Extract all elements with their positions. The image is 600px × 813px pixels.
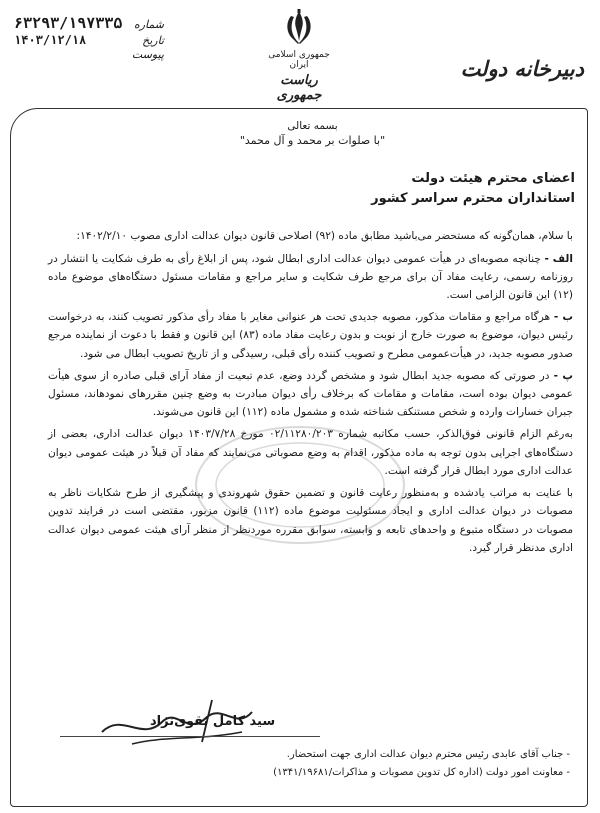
attachment-label: پیوست <box>131 47 164 61</box>
emblem-block <box>264 8 334 103</box>
cc-line-2: - معاونت امور دولت (اداره کل تدوین مصوبات و مذاکرات/۱۳۴۱/۱۹۶۸۱) <box>273 767 570 778</box>
addressee-governors: استانداران محترم سراسر کشور <box>371 191 575 207</box>
clause-be <box>40 308 585 363</box>
cc-line-1: - جناب آقای عابدی رئیس محترم دیوان عدالت اداری جهت استحضار. <box>286 749 570 760</box>
letterhead <box>0 0 600 110</box>
clause-pe-marker: پ - <box>553 369 573 382</box>
clause-alef-text: چنانچه مصوبه‌ای در هیأت عمومی دیوان عدالت اداری ابطال شود، پس از ابلاغ رأی به طرف شکایت یا انتشار در روزنامه رسمی، رعایت مفاد آن برای مرجع طرف شکایت و سایر مراجع و مقامات مسئول دستگاه‌های موضوع ماده (۱۲) این قانون الزامی است. <box>48 252 573 301</box>
intro-paragraph: با سلام، همان‌گونه که مستحضر می‌باشید مطابق ماده (۹۲) اصلاحی قانون دیوان عدالت اداری مصوب ۱۴۰۲/۲/۱۰: <box>76 230 573 243</box>
number-value: ۶۳۲۹۳/۱۹۷۳۳۵ <box>14 14 123 32</box>
date-label: تاریخ <box>142 33 164 47</box>
closing-paragraph: با عنایت به مراتب یادشده و به‌منظور رعایت قانون و تضمین حقوق شهروندی و پیشگیری از طرح شکایات ناظر به مصوبات در دیوان عدالت اداری و ایجاد مسئولیت موضوع ماده (۱۱۲) قانون مزبور، مقتضی است در فرایند تدوین مصوبات در دستگاه متبوع و واحدهای تابعه و وابسته، سوابق مقرره موردنظر از منظر آرای هیئت عمومی دیوان عدالت اداری مدنظر قرار گیرد. <box>48 487 573 554</box>
addressee-cabinet: اعضای محترم هیئت دولت <box>411 171 575 186</box>
date-value: ۱۴۰۳/۱۲/۱۸ <box>14 32 87 47</box>
clause-alef <box>40 250 585 305</box>
addressees <box>40 169 585 209</box>
cc-list <box>150 746 570 782</box>
bismillah: بسمه تعالی <box>287 120 338 132</box>
letter-metadata <box>14 14 164 62</box>
cc-divider <box>60 736 320 737</box>
clause-pe <box>40 367 585 422</box>
salawat: "با صلوات بر محمد و آل محمد" <box>239 134 386 147</box>
iran-emblem-icon <box>282 8 316 48</box>
clause-pe-text: در صورتی که مصوبه جدید ابطال شود و مشخص گردد وضع، عدم تبعیت از مفاد آرای قبلی صادره از سوی هیأت عمومی دیوان بوده است، مقامات و مقامات که برخلاف رأی دیوان مبادرت به وضع چنین مقررهای نمودهاند، مسئول جبران خسارات وارده و شخص مستنکف شناخته شده و مشمول ماده (۱۱۲) این قانون می‌شوند. <box>48 369 573 419</box>
letter-body <box>40 118 585 557</box>
reference-paragraph: به‌رغم الزام قانونی فوق‌الذکر، حسب مکاتبه شماره ۰۲/۱۱۲۸۰/۲۰۳ مورخ ۱۴۰۳/۷/۲۸ دیوان عدالت اداری، بعضی از دستگاه‌های اجرایی بدون توجه به ماده مذکور، اقدام به وضع مصوباتی می‌نمایند که مفاد آن قبلاً در هیئت عمومی دیوان عدالت اداری مورد ابطال قرار گرفته است. <box>48 428 573 477</box>
republic-text: جمهوری اسلامی ایران <box>268 50 330 70</box>
signature-name: سید کامل تقوی‌نژاد <box>150 714 276 729</box>
number-label: شماره <box>133 18 164 31</box>
secretariat-title: دبیرخانه دولت <box>460 56 584 81</box>
presidency-text: ریاست جمهوری <box>276 73 322 103</box>
clause-alef-marker: الف - <box>544 252 574 265</box>
clause-be-marker: ب - <box>553 311 574 324</box>
clause-be-text: هرگاه مراجع و مقامات مذکور، مصوبه جدیدی تحت هر عنوانی مغایر با مفاد رأی مذکور تصویب کنند، به درخواست رئیس دیوان، موضوع به صورت خارج از نوبت و بدون رعایت مفاد ماده (۸۳) این قانون و فقط با دعوت از نماینده مرجع صدور مصوبه جدید، در هیأت‌عمومی مطرح و تصویب کننده رأی قبلی، رسیدگی و از تاریخ تصویب ابطال می شود. <box>48 311 574 360</box>
